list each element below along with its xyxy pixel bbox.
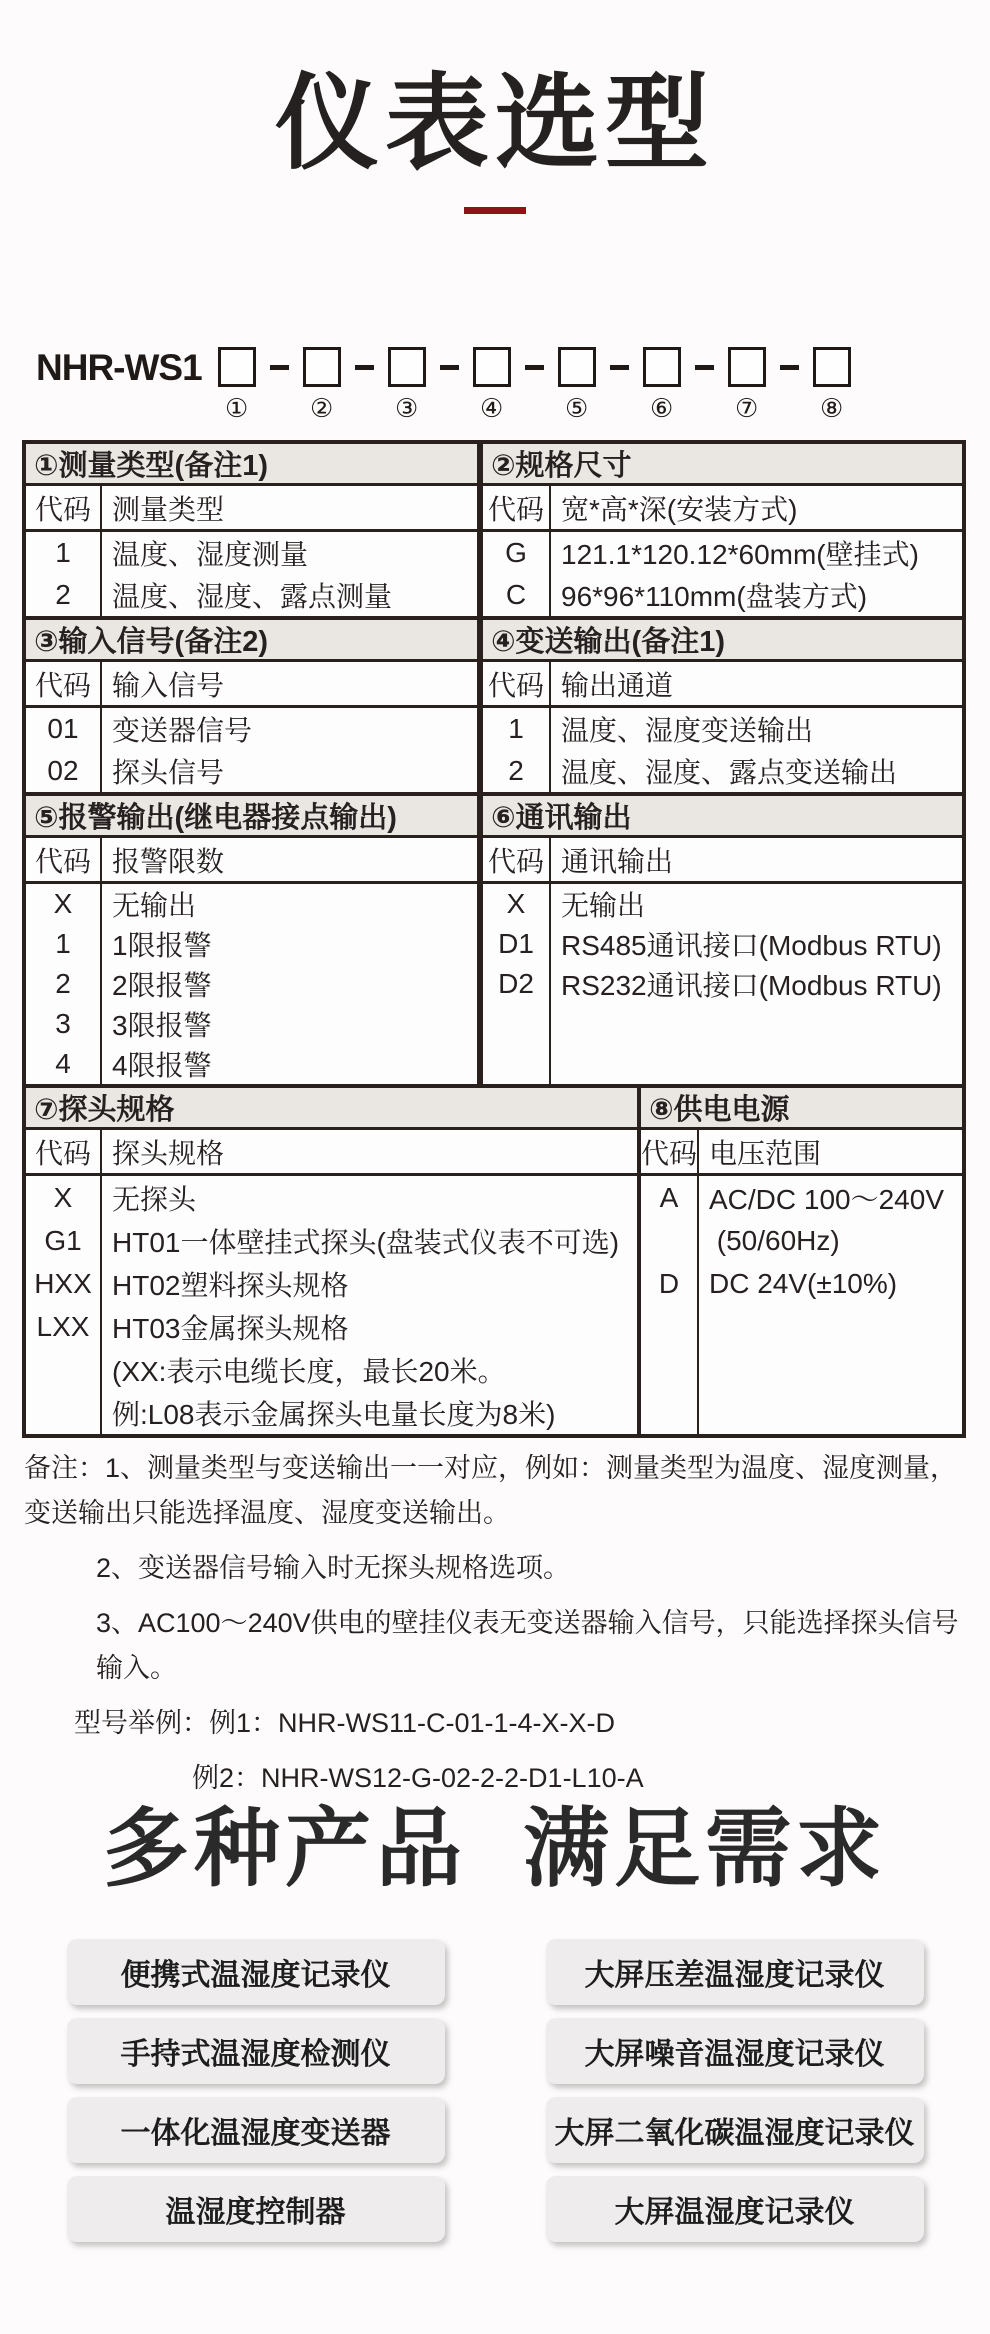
spec-section bbox=[477, 796, 962, 1084]
desc-cell: 2限报警 bbox=[112, 970, 212, 1001]
desc-cell: RS232通讯接口(Modbus RTU) bbox=[561, 970, 942, 1001]
column-header-code: 代码 bbox=[641, 1130, 699, 1173]
section-body bbox=[483, 532, 962, 616]
model-code-box bbox=[473, 347, 511, 387]
desc-column bbox=[551, 884, 962, 1084]
selection-block bbox=[26, 616, 962, 792]
code-cell: 1 bbox=[55, 537, 71, 568]
section-title: ⑦探头规格 bbox=[26, 1088, 637, 1130]
desc-cell: AC/DC 100～240V bbox=[709, 1183, 945, 1215]
desc-cell: 4限报警 bbox=[112, 1050, 212, 1081]
desc-cell: DC 24V(±10%) bbox=[709, 1267, 898, 1299]
section-header-row bbox=[483, 486, 962, 532]
section-header-row bbox=[26, 662, 477, 708]
desc-column bbox=[102, 708, 477, 792]
spec-section bbox=[26, 1088, 637, 1434]
model-position-unit bbox=[643, 347, 681, 421]
code-cell: A bbox=[659, 1181, 679, 1213]
section-body bbox=[26, 708, 477, 792]
spec-section bbox=[637, 1088, 962, 1434]
dash-separator bbox=[695, 365, 714, 370]
desc-cell: 121.1*120.12*60mm(壁挂式) bbox=[561, 539, 919, 570]
code-column bbox=[483, 708, 551, 792]
notes-section bbox=[24, 1446, 970, 1811]
desc-cell: 温度、湿度变送输出 bbox=[561, 715, 814, 746]
code-cell: G1 bbox=[44, 1224, 82, 1256]
model-position-unit bbox=[813, 347, 851, 421]
model-position-unit bbox=[303, 347, 341, 421]
desc-cell: 无输出 bbox=[561, 890, 646, 921]
code-column bbox=[26, 708, 102, 792]
products-headline bbox=[0, 1801, 990, 1897]
code-cell: 1 bbox=[55, 928, 71, 959]
desc-cell: 变送器信号 bbox=[112, 715, 253, 746]
code-cell: 2 bbox=[508, 755, 524, 786]
spec-section bbox=[26, 796, 477, 1084]
code-cell: X bbox=[506, 888, 526, 919]
code-cell: HXX bbox=[34, 1267, 92, 1299]
model-units bbox=[218, 347, 851, 421]
code-cell: D bbox=[658, 1267, 680, 1299]
dash-separator bbox=[440, 365, 459, 370]
model-code-box bbox=[303, 347, 341, 387]
column-header-desc: 探头规格 bbox=[112, 1137, 225, 1169]
section-title: ⑤报警输出(继电器接点输出) bbox=[26, 796, 477, 838]
section-header-row bbox=[483, 662, 962, 708]
selection-table bbox=[22, 440, 966, 1438]
product-grid bbox=[0, 1939, 990, 2242]
code-cell: 02 bbox=[47, 755, 79, 786]
section-body bbox=[26, 1176, 637, 1434]
code-column bbox=[26, 884, 102, 1084]
model-position-unit bbox=[218, 347, 256, 421]
column-header-desc: 宽*高*深(安装方式) bbox=[561, 493, 798, 525]
column-header-desc: 通讯输出 bbox=[561, 845, 674, 877]
position-number: ⑦ bbox=[735, 393, 759, 423]
product-chip[interactable]: 温湿度控制器 bbox=[67, 2176, 445, 2242]
section-title: ②规格尺寸 bbox=[483, 444, 962, 486]
selection-block bbox=[26, 792, 962, 1084]
selection-block bbox=[26, 444, 962, 616]
headline-left: 多种产品 bbox=[103, 1801, 467, 1897]
model-position-unit bbox=[473, 347, 511, 421]
desc-cell: 温度、湿度、露点测量 bbox=[112, 581, 393, 612]
position-number: ⑧ bbox=[820, 393, 844, 423]
desc-cell: (XX:表示电缆长度，最长20米。 bbox=[112, 1355, 506, 1387]
code-column bbox=[483, 884, 551, 1084]
product-chip[interactable]: 大屏压差温湿度记录仪 bbox=[546, 1939, 924, 2005]
desc-cell: 1限报警 bbox=[112, 930, 212, 961]
desc-cell: 例:L08表示金属探头电量长度为8米) bbox=[112, 1398, 556, 1430]
dash-separator bbox=[355, 365, 374, 370]
desc-cell: 96*96*110mm(盘装方式) bbox=[561, 581, 868, 612]
position-number: ⑥ bbox=[650, 393, 674, 423]
column-header-code: 代码 bbox=[26, 1130, 102, 1173]
position-number: ④ bbox=[480, 393, 504, 423]
product-chip[interactable]: 大屏二氧化碳温湿度记录仪 bbox=[546, 2097, 924, 2163]
product-chip[interactable]: 便携式温湿度记录仪 bbox=[67, 1939, 445, 2005]
products-section bbox=[0, 1801, 990, 2242]
model-code-box bbox=[218, 347, 256, 387]
code-cell: D1 bbox=[498, 928, 534, 959]
model-code-box bbox=[813, 347, 851, 387]
column-header-desc: 测量类型 bbox=[112, 493, 225, 525]
desc-column bbox=[102, 884, 477, 1084]
section-header-row bbox=[26, 486, 477, 532]
model-code-box bbox=[388, 347, 426, 387]
code-column bbox=[26, 532, 102, 616]
spec-section bbox=[477, 620, 962, 792]
column-header-code: 代码 bbox=[483, 838, 551, 881]
model-position-unit bbox=[558, 347, 596, 421]
selection-block bbox=[26, 1084, 962, 1434]
product-chip[interactable]: 大屏温湿度记录仪 bbox=[546, 2176, 924, 2242]
column-header-code: 代码 bbox=[26, 662, 102, 705]
desc-column bbox=[699, 1176, 962, 1434]
model-prefix: NHR-WS1 bbox=[36, 347, 202, 388]
column-header-code: 代码 bbox=[483, 662, 551, 705]
code-cell: 2 bbox=[55, 579, 71, 610]
desc-cell: HT03金属探头规格 bbox=[112, 1312, 349, 1344]
desc-cell: HT02塑料探头规格 bbox=[112, 1269, 349, 1301]
position-number: ⑤ bbox=[565, 393, 589, 423]
dash-separator bbox=[610, 365, 629, 370]
section-header-row bbox=[26, 1130, 637, 1176]
model-position-unit bbox=[388, 347, 426, 421]
section-body bbox=[483, 708, 962, 792]
section-title: ④变送输出(备注1) bbox=[483, 620, 962, 662]
note-line: 2、变送器信号输入时无探头规格选项。 bbox=[96, 1553, 571, 1583]
section-body bbox=[26, 884, 477, 1084]
desc-cell: 探头信号 bbox=[112, 757, 225, 788]
headline-right: 满足需求 bbox=[523, 1801, 887, 1897]
column-header-desc: 输入信号 bbox=[112, 669, 225, 701]
position-number: ③ bbox=[395, 393, 419, 423]
section-title: ⑥通讯输出 bbox=[483, 796, 962, 838]
column-header-desc: 输出通道 bbox=[561, 669, 674, 701]
section-body bbox=[641, 1176, 962, 1434]
code-cell: D2 bbox=[498, 968, 534, 999]
spec-section bbox=[26, 620, 477, 792]
column-header-code: 代码 bbox=[26, 486, 102, 529]
code-cell: X bbox=[53, 1181, 73, 1213]
model-code-box bbox=[558, 347, 596, 387]
code-column bbox=[641, 1176, 699, 1434]
code-cell: LXX bbox=[36, 1310, 90, 1342]
column-header-code: 代码 bbox=[483, 486, 551, 529]
desc-cell: 无探头 bbox=[112, 1183, 197, 1215]
product-chip[interactable]: 大屏噪音温湿度记录仪 bbox=[546, 2018, 924, 2084]
spec-section bbox=[26, 444, 477, 616]
section-title: ③输入信号(备注2) bbox=[26, 620, 477, 662]
model-code-line bbox=[36, 347, 851, 421]
note-line: 备注：1、测量类型与变送输出一一对应，例如：测量类型为温度、湿度测量，变送输出只能选择温度、湿度变送输出。 bbox=[24, 1453, 958, 1528]
desc-column bbox=[102, 532, 477, 616]
note-line: 型号举例：例1：NHR-WS11-C-01-1-4-X-X-D bbox=[74, 1708, 616, 1738]
position-number: ② bbox=[310, 393, 334, 423]
code-cell: 1 bbox=[508, 713, 524, 744]
column-header-desc: 报警限数 bbox=[112, 845, 225, 877]
code-column bbox=[26, 1176, 102, 1434]
desc-cell: 3限报警 bbox=[112, 1010, 212, 1041]
desc-column bbox=[551, 532, 962, 616]
code-cell: 3 bbox=[55, 1008, 71, 1039]
note-line: 例2：NHR-WS12-G-02-2-2-D1-L10-A bbox=[192, 1763, 644, 1793]
code-cell: C bbox=[505, 579, 527, 610]
desc-cell: 无输出 bbox=[112, 890, 197, 921]
model-code-box bbox=[643, 347, 681, 387]
position-number: ① bbox=[225, 393, 249, 423]
page-title: 仪表选型 bbox=[274, 66, 715, 182]
note-line: 3、AC100～240V供电的壁挂仪表无变送器输入信号，只能选择探头信号输入。 bbox=[96, 1608, 959, 1683]
dash-separator bbox=[780, 365, 799, 370]
model-position-unit bbox=[728, 347, 766, 421]
section-body bbox=[26, 532, 477, 616]
section-body bbox=[483, 884, 962, 1084]
code-cell: 01 bbox=[47, 713, 79, 744]
dash-separator bbox=[525, 365, 544, 370]
column-header-desc: 电压范围 bbox=[709, 1137, 822, 1169]
code-cell: X bbox=[53, 888, 73, 919]
product-chip[interactable]: 手持式温湿度检测仪 bbox=[67, 2018, 445, 2084]
title-divider bbox=[464, 207, 526, 214]
desc-cell: (50/60Hz) bbox=[709, 1224, 840, 1256]
section-header-row bbox=[641, 1130, 962, 1176]
model-code-box bbox=[728, 347, 766, 387]
code-cell: 2 bbox=[55, 968, 71, 999]
code-column bbox=[483, 532, 551, 616]
code-cell: 4 bbox=[55, 1048, 71, 1079]
code-cell: G bbox=[505, 537, 527, 568]
section-title: ①测量类型(备注1) bbox=[26, 444, 477, 486]
desc-cell: 温度、湿度、露点变送输出 bbox=[561, 757, 898, 788]
desc-cell: HT01一体壁挂式探头(盘装式仪表不可选) bbox=[112, 1226, 620, 1258]
page-header bbox=[0, 66, 990, 214]
desc-cell: 温度、湿度测量 bbox=[112, 539, 309, 570]
dash-separator bbox=[270, 365, 289, 370]
section-header-row bbox=[26, 838, 477, 884]
desc-column bbox=[102, 1176, 637, 1434]
section-header-row bbox=[483, 838, 962, 884]
section-title: ⑧供电电源 bbox=[641, 1088, 962, 1130]
desc-column bbox=[551, 708, 962, 792]
column-header-code: 代码 bbox=[26, 838, 102, 881]
spec-section bbox=[477, 444, 962, 616]
product-chip[interactable]: 一体化温湿度变送器 bbox=[67, 2097, 445, 2163]
desc-cell: RS485通讯接口(Modbus RTU) bbox=[561, 930, 942, 961]
